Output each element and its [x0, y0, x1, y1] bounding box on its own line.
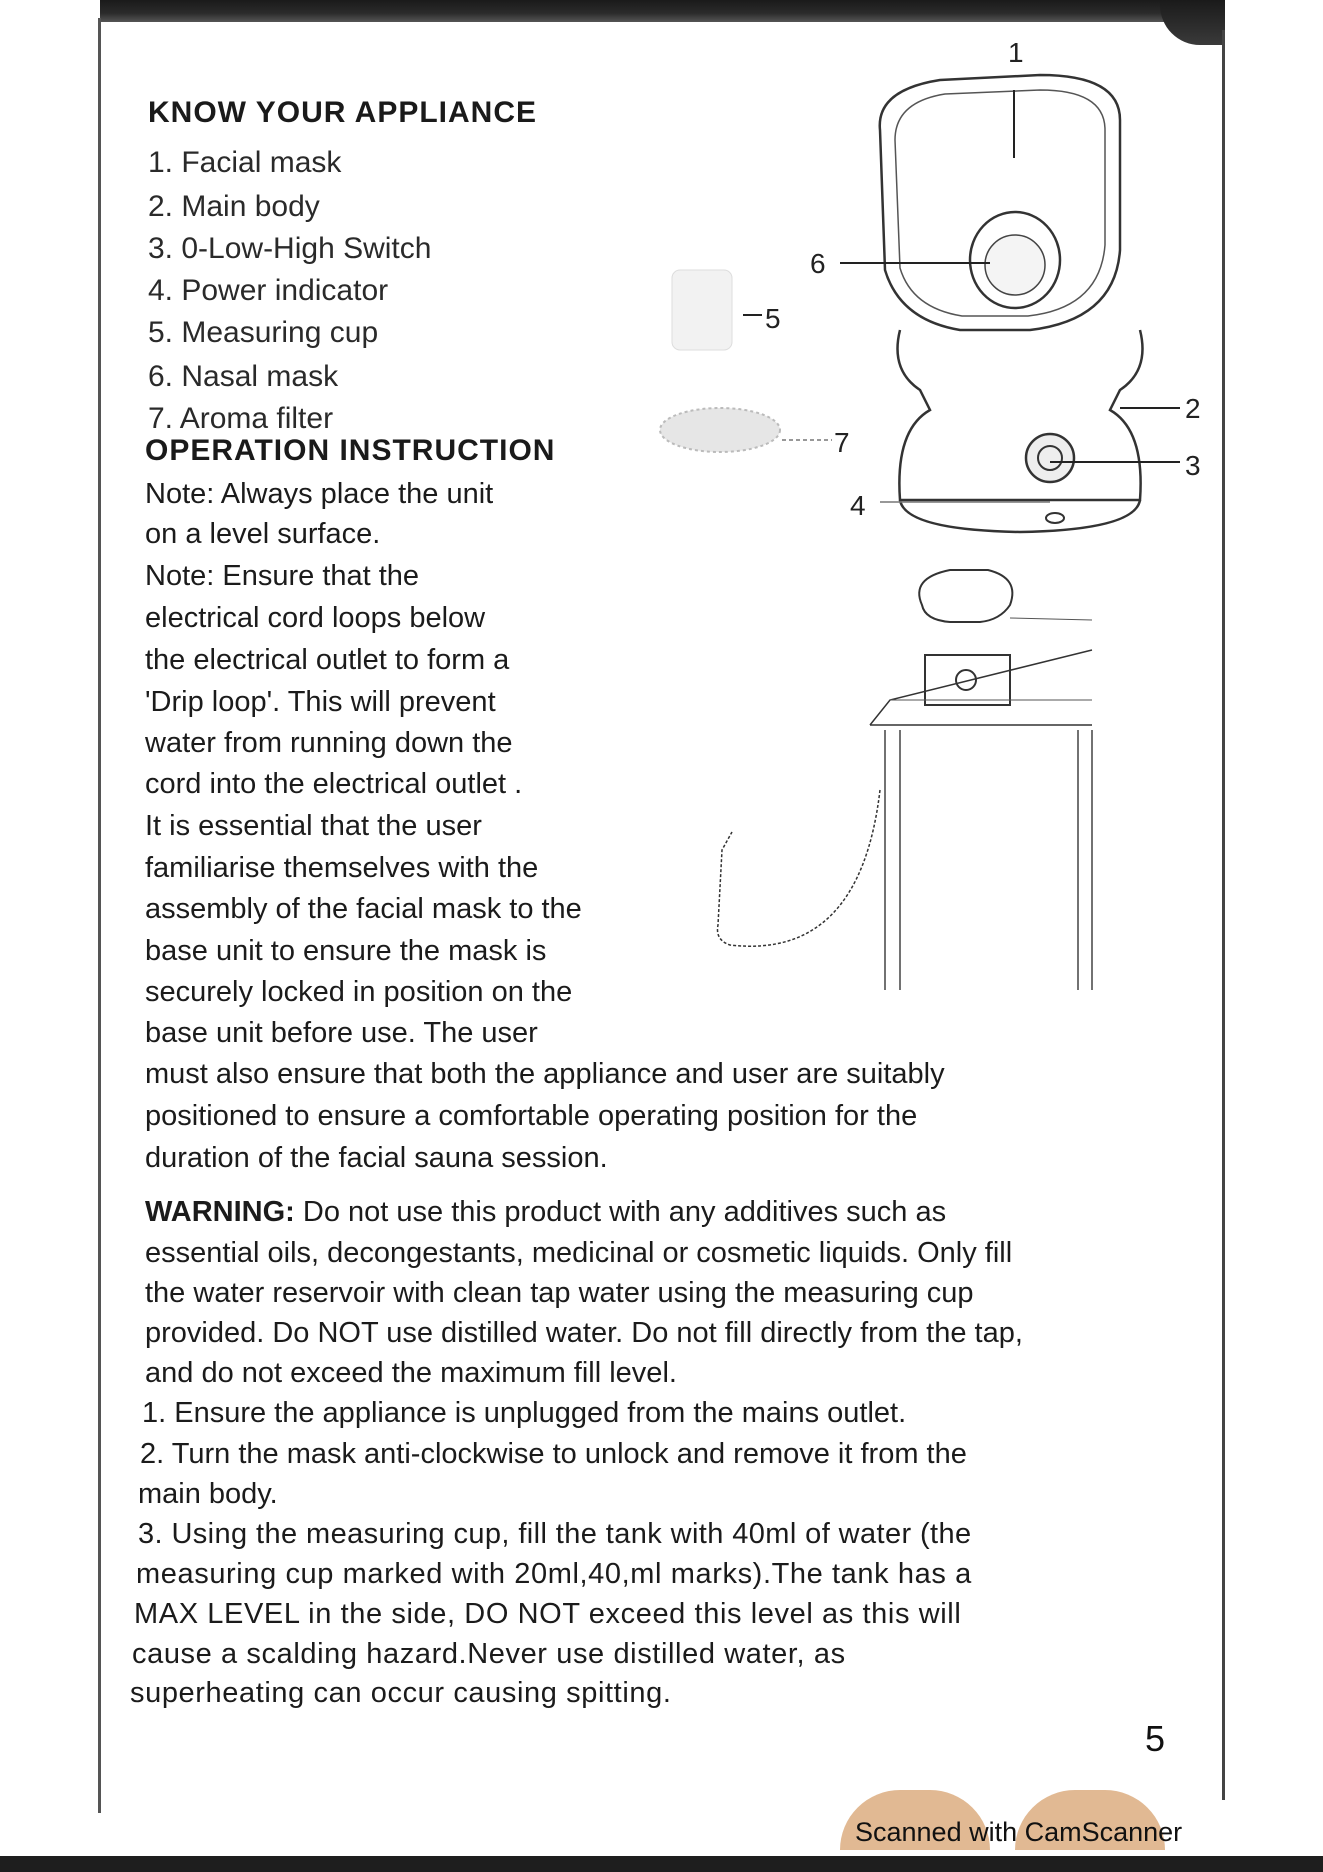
- label-2: 2: [1185, 393, 1201, 424]
- know-heading: KNOW YOUR APPLIANCE: [148, 96, 538, 129]
- list-item: 2. Main body: [148, 190, 320, 223]
- operation-line: It is essential that the user: [145, 810, 482, 842]
- step-line: cause a scalding hazard.Never use distilled water, as: [132, 1638, 846, 1670]
- appliance-diagram: [600, 30, 1220, 1010]
- bottom-bar: [0, 1856, 1323, 1872]
- step-line: measuring cup marked with 20ml,40,ml marks).The tank has a: [136, 1558, 972, 1590]
- list-item: 5. Measuring cup: [148, 316, 379, 349]
- label-1: 1: [1008, 37, 1024, 68]
- warning-line: essential oils, decongestants, medicinal or cosmetic liquids. Only fill: [145, 1237, 1013, 1269]
- operation-line: electrical cord loops below: [145, 602, 486, 634]
- operation-line: positioned to ensure a comfortable operating position for the: [145, 1100, 918, 1132]
- operation-line: Note: Ensure that the: [145, 560, 420, 592]
- page-number: 5: [1145, 1718, 1166, 1759]
- power-indicator-shape: [1046, 513, 1064, 523]
- list-item: 4. Power indicator: [148, 274, 389, 307]
- label-3: 3: [1185, 450, 1201, 481]
- operation-line: cord into the electrical outlet .: [145, 768, 523, 800]
- warning-line: and do not exceed the maximum fill level.: [145, 1357, 677, 1389]
- step-line: 2. Turn the mask anti-clockwise to unlock and remove it from the: [140, 1438, 967, 1470]
- label-7: 7: [834, 427, 850, 458]
- label-4: 4: [850, 490, 866, 521]
- warning-paragraph: [145, 1196, 946, 1229]
- operation-line: securely locked in position on the: [145, 976, 573, 1008]
- operation-line: duration of the facial sauna session.: [145, 1142, 608, 1174]
- operation-line: base unit before use. The user: [145, 1017, 538, 1049]
- measuring-cup-shape: [672, 270, 732, 350]
- operation-line: assembly of the facial mask to the: [145, 893, 582, 925]
- table-illustration: [718, 570, 1093, 990]
- warning-label: WARNING:: [145, 1196, 295, 1228]
- operation-line: the electrical outlet to form a: [145, 644, 510, 676]
- scan-margin: [0, 0, 100, 1872]
- scanner-watermark: Scanned with CamScanner: [855, 1817, 1183, 1847]
- list-item: 1. Facial mask: [148, 146, 342, 179]
- list-item: 3. 0-Low-High Switch: [148, 232, 432, 265]
- page-edge-left: [98, 18, 101, 1813]
- operation-line: water from running down the: [145, 727, 513, 759]
- aroma-filter-shape: [660, 408, 780, 452]
- switch-shape: [1026, 434, 1074, 482]
- list-item: 6. Nasal mask: [148, 360, 339, 393]
- operation-line: Note: Always place the unit: [145, 478, 494, 510]
- nasal-mask-inner: [985, 235, 1045, 295]
- scan-top-shadow: [100, 0, 1225, 22]
- warning-text: Do not use this product with any additives such as: [294, 1196, 947, 1228]
- operation-line: base unit to ensure the mask is: [145, 935, 547, 967]
- operation-line: 'Drip loop'. This will prevent: [145, 686, 496, 718]
- step-line: 1. Ensure the appliance is unplugged from the mains outlet.: [142, 1397, 907, 1429]
- warning-line: provided. Do NOT use distilled water. Do not fill directly from the tap,: [145, 1317, 1023, 1349]
- base-shape: [900, 500, 1140, 532]
- operation-line: familiarise themselves with the: [145, 852, 539, 884]
- warning-line: the water reservoir with clean tap water using the measuring cup: [145, 1277, 974, 1309]
- operation-heading: OPERATION INSTRUCTION: [145, 434, 556, 467]
- page-edge-right: [1222, 30, 1225, 1800]
- main-body-shape: [898, 330, 1143, 500]
- step-line: MAX LEVEL in the side, DO NOT exceed this level as this will: [134, 1598, 962, 1630]
- operation-line: must also ensure that both the appliance and user are suitably: [145, 1058, 945, 1090]
- step-line: 3. Using the measuring cup, fill the tank with 40ml of water (the: [138, 1518, 972, 1550]
- label-5: 5: [765, 303, 781, 334]
- operation-line: on a level surface.: [145, 518, 381, 550]
- list-item: 7. Aroma filter: [148, 402, 334, 435]
- label-6: 6: [810, 248, 826, 279]
- step-line: main body.: [138, 1478, 278, 1510]
- step-line: superheating can occur causing spitting.: [130, 1677, 672, 1709]
